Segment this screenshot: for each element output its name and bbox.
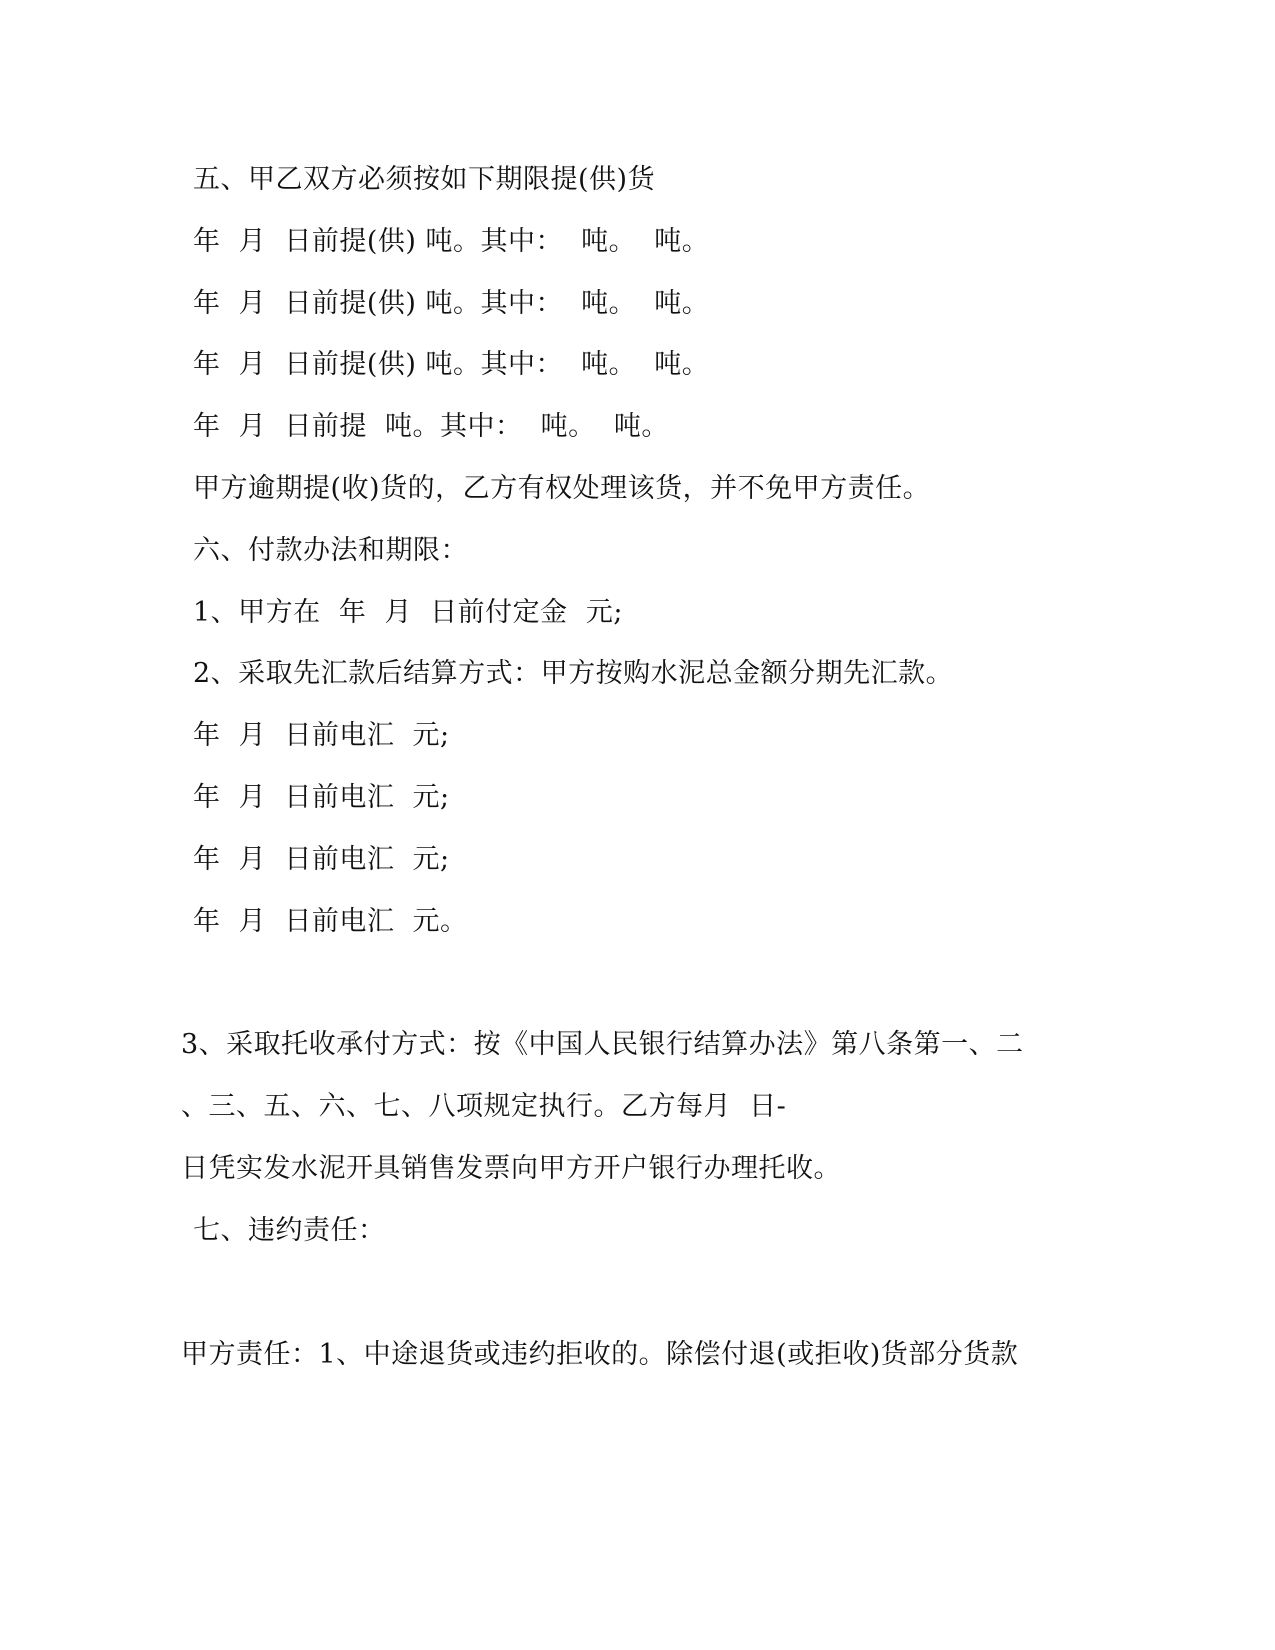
section-7-heading: 七、违约责任： xyxy=(193,1215,386,1246)
collection-clause-line-1: 3、采取托收承付方式：按《中国人民银行结算办法》第八条第一、二 xyxy=(181,1029,1024,1060)
collection-clause-line-3: 日凭实发水泥开具销售发票向甲方开户银行办理托收。 xyxy=(181,1153,841,1184)
delivery-schedule-line-3: 年 月 日前提(供) 吨。其中： 吨。 吨。 xyxy=(193,349,710,380)
delivery-schedule-line-4: 年 月 日前提 吨。其中： 吨。 吨。 xyxy=(193,411,669,442)
wire-transfer-line-3: 年 月 日前电汇 元; xyxy=(193,844,450,875)
collection-clause-line-2: 、三、五、六、七、八项规定执行。乙方每月 日- xyxy=(181,1091,787,1122)
wire-transfer-line-4: 年 月 日前电汇 元。 xyxy=(193,906,468,937)
prepayment-clause: 2、采取先汇款后结算方式：甲方按购水泥总金额分期先汇款。 xyxy=(193,658,954,689)
wire-transfer-line-1: 年 月 日前电汇 元; xyxy=(193,720,450,751)
overdue-pickup-clause: 甲方逾期提(收)货的，乙方有权处理该货，并不免甲方责任。 xyxy=(193,473,931,504)
delivery-schedule-line-2: 年 月 日前提(供) 吨。其中： 吨。 吨。 xyxy=(193,288,710,319)
party-a-liability-line: 甲方责任：1、中途退货或违约拒收的。除偿付退(或拒收)货部分货款 xyxy=(181,1339,1019,1370)
delivery-schedule-line-1: 年 月 日前提(供) 吨。其中： 吨。 吨。 xyxy=(193,226,710,257)
deposit-clause: 1、甲方在 年 月 日前付定金 元; xyxy=(193,597,623,628)
section-6-heading: 六、付款办法和期限： xyxy=(193,535,468,566)
section-5-heading: 五、甲乙双方必须按如下期限提(供)货 xyxy=(193,164,656,195)
wire-transfer-line-2: 年 月 日前电汇 元; xyxy=(193,782,450,813)
